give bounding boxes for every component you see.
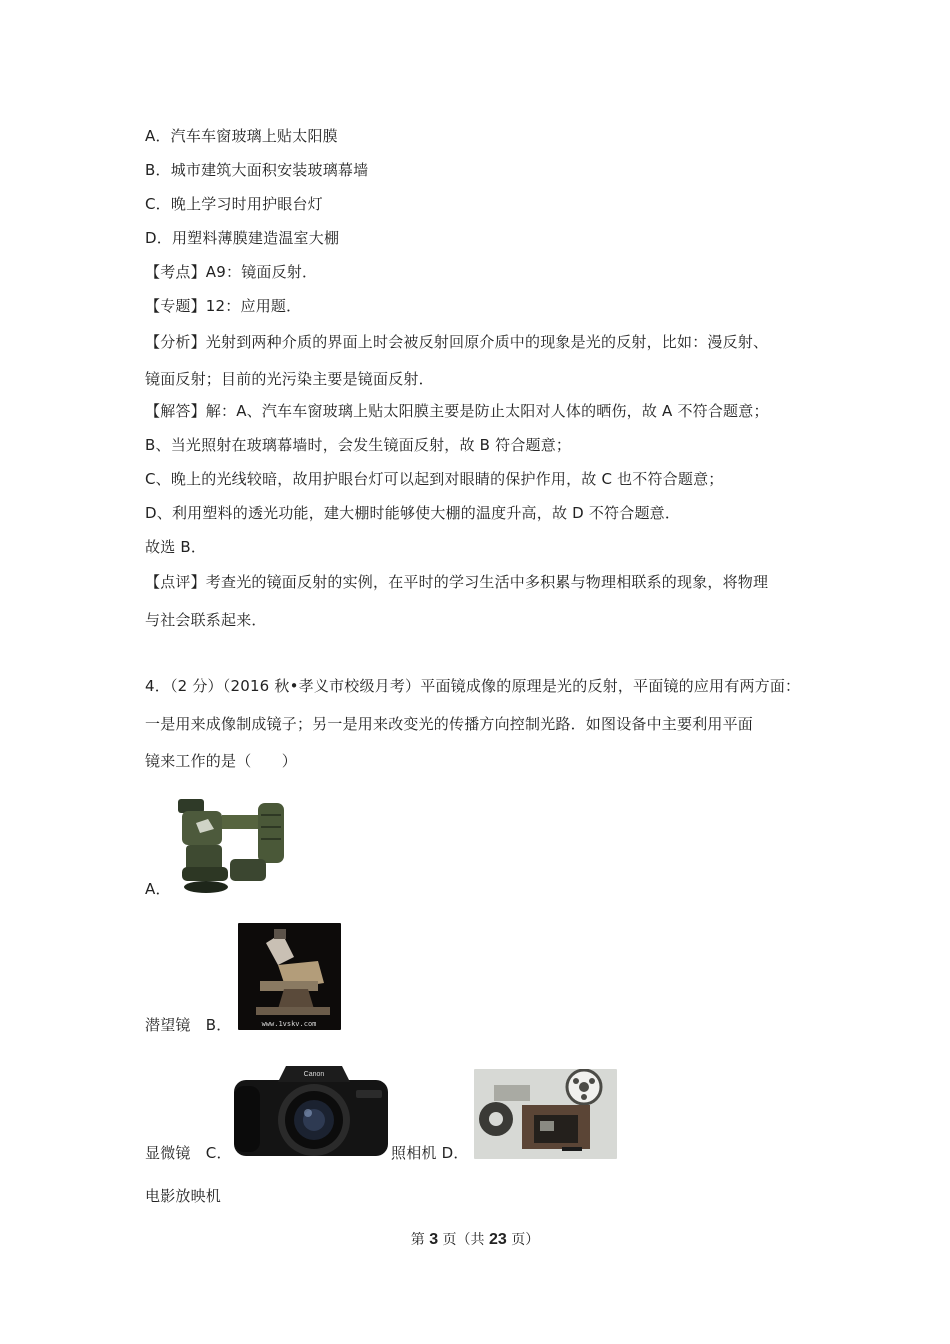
option-a: A．汽车车窗玻璃上贴太阳膜 xyxy=(145,127,338,145)
caption-d: 电影放映机 xyxy=(145,1187,222,1205)
dianping-line-2: 与社会联系起来． xyxy=(145,611,267,629)
kaodian: 【考点】A9：镜面反射． xyxy=(145,263,318,281)
q4-stem-line-3: 镜来工作的是（ ） xyxy=(145,752,298,770)
caption-a-label-b: 潜望镜 B． xyxy=(145,1016,232,1034)
microscope-watermark: www.1vskv.com xyxy=(261,1020,317,1028)
option-b: B．城市建筑大面积安装玻璃幕墙 xyxy=(145,161,369,179)
camera-brand: Canon xyxy=(303,1071,325,1078)
footer-suffix: 页） xyxy=(506,1232,540,1248)
footer-page-number: 3 xyxy=(429,1231,439,1248)
caption-b-label-c: 显微镜 C． xyxy=(145,1144,232,1162)
option-d: D．用塑料薄膜建造温室大棚 xyxy=(145,229,340,247)
projector-image xyxy=(474,1069,617,1159)
camera-image xyxy=(230,1062,391,1159)
footer-total-pages: 23 xyxy=(489,1231,507,1248)
q4-stem-line-1: 4．（2 分）（2016 秋•孝义市校级月考）平面镜成像的原理是光的反射，平面镜的应用有两方面： xyxy=(145,677,801,695)
caption-c-label-d: 照相机 D． xyxy=(391,1144,469,1162)
zhuanti: 【专题】12：应用题． xyxy=(145,297,302,315)
q4-stem-line-2: 一是用来成像制成镜子；另一是用来改变光的传播方向控制光路．如图设备中主要利用平面 xyxy=(145,715,754,733)
jieda-line-5: 故选 B． xyxy=(145,538,207,556)
footer-prefix: 第 xyxy=(410,1232,430,1248)
label-a: A． xyxy=(145,880,171,898)
jieda-line-4: D、利用塑料的透光功能，建大棚时能够使大棚的温度升高，故 D 不符合题意． xyxy=(145,504,681,522)
dianping-line-1: 【点评】考查光的镜面反射的实例，在平时的学习生活中多积累与物理相联系的现象，将物理 xyxy=(145,573,769,591)
footer-middle: 页（共 xyxy=(438,1232,489,1248)
fenxi-line-1: 【分析】光射到两种介质的界面上时会被反射回原介质中的现象是光的反射，比如：漫反射、 xyxy=(145,333,769,351)
periscope-image xyxy=(168,795,294,895)
jieda-line-1: 【解答】解：A、汽车车窗玻璃上贴太阳膜主要是防止太阳对人体的晒伤，故 A 不符合题意； xyxy=(145,402,769,420)
page-footer xyxy=(0,1229,950,1249)
jieda-line-2: B、当光照射在玻璃幕墙时，会发生镜面反射，故 B 符合题意； xyxy=(145,436,572,454)
microscope-image xyxy=(238,923,341,1030)
option-c: C．晚上学习时用护眼台灯 xyxy=(145,195,323,213)
jieda-line-3: C、晚上的光线较暗，故用护眼台灯可以起到对眼睛的保护作用，故 C 也不符合题意； xyxy=(145,470,724,488)
fenxi-line-2: 镜面反射；目前的光污染主要是镜面反射． xyxy=(145,370,434,388)
